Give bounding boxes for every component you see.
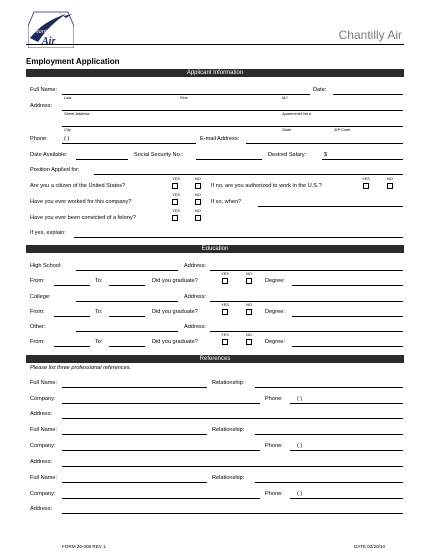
no-header: NO xyxy=(387,176,393,181)
felony-question: Have you ever been convicted of a felony? xyxy=(30,215,136,221)
form-title: Employment Application xyxy=(26,57,120,66)
date-available-field[interactable] xyxy=(76,159,128,160)
education-section-bar: Education xyxy=(26,245,404,253)
email-label: E-mail Address: xyxy=(200,136,240,142)
high-school-address-field[interactable] xyxy=(210,270,403,271)
yes-header: YES xyxy=(172,208,180,213)
ref3-name-label: Full Name: xyxy=(30,475,58,481)
hs-from-field[interactable] xyxy=(54,285,90,286)
ref2-address-label: Address: xyxy=(30,459,53,465)
date-field[interactable] xyxy=(333,94,403,95)
city-state-zip-field[interactable] xyxy=(62,126,403,127)
ref3-relationship-field[interactable] xyxy=(255,482,403,483)
applicant-section-bar: Applicant Information xyxy=(26,69,404,77)
yes-header: YES xyxy=(172,176,180,181)
ref1-relationship-label: Relationship: xyxy=(212,380,245,386)
when-field[interactable] xyxy=(258,206,403,207)
felony-yes-checkbox[interactable] xyxy=(172,215,178,221)
college-label: College: xyxy=(30,294,51,300)
city-caption: City xyxy=(64,127,71,132)
ref2-address-field[interactable] xyxy=(62,466,403,467)
ref3-address-label: Address: xyxy=(30,506,53,512)
no-header: NO xyxy=(246,271,252,276)
other-from-label: From: xyxy=(30,339,45,345)
no-header: NO xyxy=(246,302,252,307)
hs-graduate-yes-checkbox[interactable] xyxy=(222,278,228,284)
ssn-label: Social Security No.: xyxy=(134,152,183,158)
explain-label: If yes, explain: xyxy=(30,230,66,236)
zip-caption: ZIP Code xyxy=(334,127,351,132)
mi-caption: M.I. xyxy=(282,95,289,100)
yes-header: YES xyxy=(362,176,370,181)
phone-label: Phone: xyxy=(30,136,48,142)
ref1-name-field[interactable] xyxy=(62,387,207,388)
other-degree-field[interactable] xyxy=(292,346,403,347)
yes-header: YES xyxy=(221,271,229,276)
college-address-label: Address: xyxy=(184,294,207,300)
company-logo xyxy=(28,8,74,48)
ref2-company-field[interactable] xyxy=(62,450,260,451)
ref1-company-field[interactable] xyxy=(62,403,260,404)
form-number: FORM 20-008 REV 1 xyxy=(62,544,106,549)
no-header: NO xyxy=(195,176,201,181)
explain-field[interactable] xyxy=(74,237,403,238)
yes-header: YES xyxy=(172,192,180,197)
salary-field[interactable] xyxy=(322,159,403,160)
college-to-label: To: xyxy=(95,309,103,315)
hs-degree-field[interactable] xyxy=(292,285,403,286)
header-rule xyxy=(26,44,404,45)
worked-question: Have you ever worked for this company? xyxy=(30,199,132,205)
hs-graduate-label: Did you graduate? xyxy=(152,278,198,284)
felony-no-checkbox[interactable] xyxy=(195,215,201,221)
last-caption: Last xyxy=(64,95,72,100)
yes-header: YES xyxy=(221,332,229,337)
other-graduate-label: Did you graduate? xyxy=(152,339,198,345)
svg-text:Air: Air xyxy=(42,36,56,47)
street-caption: Street Address xyxy=(64,111,90,116)
street-address-field[interactable] xyxy=(62,110,403,111)
ref2-phone-field[interactable] xyxy=(290,450,403,451)
no-header: NO xyxy=(195,208,201,213)
ref1-phone-label: Phone: xyxy=(265,396,283,402)
other-to-label: To: xyxy=(95,339,103,345)
ref1-phone-field[interactable] xyxy=(290,403,403,404)
other-graduate-no-checkbox[interactable] xyxy=(246,339,252,345)
authorized-question: If no, are you authorized to work in the U.S.? xyxy=(211,183,322,189)
authorized-no-checkbox[interactable] xyxy=(387,183,393,189)
college-graduate-label: Did you graduate? xyxy=(152,309,198,315)
ref2-phone-parens: ( ) xyxy=(297,443,303,449)
no-header: NO xyxy=(246,332,252,337)
references-section-bar: References xyxy=(26,355,404,363)
high-school-field[interactable] xyxy=(76,270,178,271)
hs-graduate-no-checkbox[interactable] xyxy=(246,278,252,284)
position-label: Position Applied for: xyxy=(30,167,80,173)
other-school-field[interactable] xyxy=(76,331,178,332)
date-available-label: Date Available: xyxy=(30,152,68,158)
ref3-phone-label: Phone: xyxy=(265,491,283,497)
ref3-company-field[interactable] xyxy=(62,498,260,499)
college-degree-field[interactable] xyxy=(292,316,403,317)
date-label: Date: xyxy=(313,87,327,93)
hs-to-field[interactable] xyxy=(109,285,145,286)
full-name-label: Full Name: xyxy=(30,87,58,93)
hs-from-label: From: xyxy=(30,278,45,284)
svg-text:Chantilly: Chantilly xyxy=(31,28,56,35)
ssn-field[interactable] xyxy=(196,159,262,160)
other-degree-label: Degree: xyxy=(265,339,285,345)
no-header: NO xyxy=(195,192,201,197)
college-from-field[interactable] xyxy=(54,316,90,317)
college-graduate-yes-checkbox[interactable] xyxy=(222,309,228,315)
company-name: Chantilly Air xyxy=(338,28,402,42)
ref1-company-label: Company: xyxy=(30,396,56,402)
ref3-name-field[interactable] xyxy=(62,482,207,483)
form-date: DATE 02/20/10 xyxy=(354,544,386,549)
phone-field[interactable] xyxy=(62,143,196,144)
phone-area-code: ( ) xyxy=(64,136,70,142)
logo-graphic xyxy=(28,8,74,48)
apt-caption: Apartment/Unit # xyxy=(282,111,312,116)
ref1-address-label: Address: xyxy=(30,411,53,417)
ref3-relationship-label: Relationship: xyxy=(212,475,245,481)
ref2-relationship-field[interactable] xyxy=(255,434,403,435)
other-to-field[interactable] xyxy=(109,346,145,347)
salary-dollar-sign: $ xyxy=(324,152,328,158)
references-instruction: Please list three professional references. xyxy=(30,365,132,371)
worked-no-checkbox[interactable] xyxy=(195,199,201,205)
other-from-field[interactable] xyxy=(54,346,90,347)
other-address-field[interactable] xyxy=(210,331,403,332)
ref3-phone-field[interactable] xyxy=(290,498,403,499)
state-caption: State xyxy=(282,127,292,132)
yes-header: YES xyxy=(221,302,229,307)
college-field[interactable] xyxy=(76,301,178,302)
college-to-field[interactable] xyxy=(109,316,145,317)
college-graduate-no-checkbox[interactable] xyxy=(246,309,252,315)
hs-to-label: To: xyxy=(95,278,103,284)
college-address-field[interactable] xyxy=(210,301,403,302)
salary-label: Desired Salary: xyxy=(268,152,307,158)
when-question: If so, when? xyxy=(211,199,242,205)
worked-yes-checkbox[interactable] xyxy=(172,199,178,205)
ref2-relationship-label: Relationship: xyxy=(212,427,245,433)
other-label: Other: xyxy=(30,324,46,330)
college-degree-label: Degree: xyxy=(265,309,285,315)
citizen-yes-checkbox[interactable] xyxy=(172,183,178,189)
address-label: Address: xyxy=(30,103,53,109)
citizen-no-checkbox[interactable] xyxy=(195,183,201,189)
ref3-phone-parens: ( ) xyxy=(297,491,303,497)
ref1-address-field[interactable] xyxy=(62,418,403,419)
ref2-phone-label: Phone: xyxy=(265,443,283,449)
ref1-relationship-field[interactable] xyxy=(255,387,403,388)
ref1-phone-parens: ( ) xyxy=(297,396,303,402)
email-field[interactable] xyxy=(246,143,403,144)
college-from-label: From: xyxy=(30,309,45,315)
ref1-name-label: Full Name: xyxy=(30,380,58,386)
first-caption: First xyxy=(180,95,188,100)
citizen-question: Are you a citizen of the United States? xyxy=(30,183,126,189)
ref2-company-label: Company: xyxy=(30,443,56,449)
ref3-address-field[interactable] xyxy=(62,513,403,514)
position-field[interactable] xyxy=(94,174,403,175)
ref3-company-label: Company: xyxy=(30,491,56,497)
high-school-label: High School: xyxy=(30,263,62,269)
ref2-name-label: Full Name: xyxy=(30,427,58,433)
other-graduate-yes-checkbox[interactable] xyxy=(222,339,228,345)
ref2-name-field[interactable] xyxy=(62,434,207,435)
high-school-address-label: Address: xyxy=(184,263,207,269)
hs-degree-label: Degree: xyxy=(265,278,285,284)
authorized-yes-checkbox[interactable] xyxy=(363,183,369,189)
other-address-label: Address: xyxy=(184,324,207,330)
